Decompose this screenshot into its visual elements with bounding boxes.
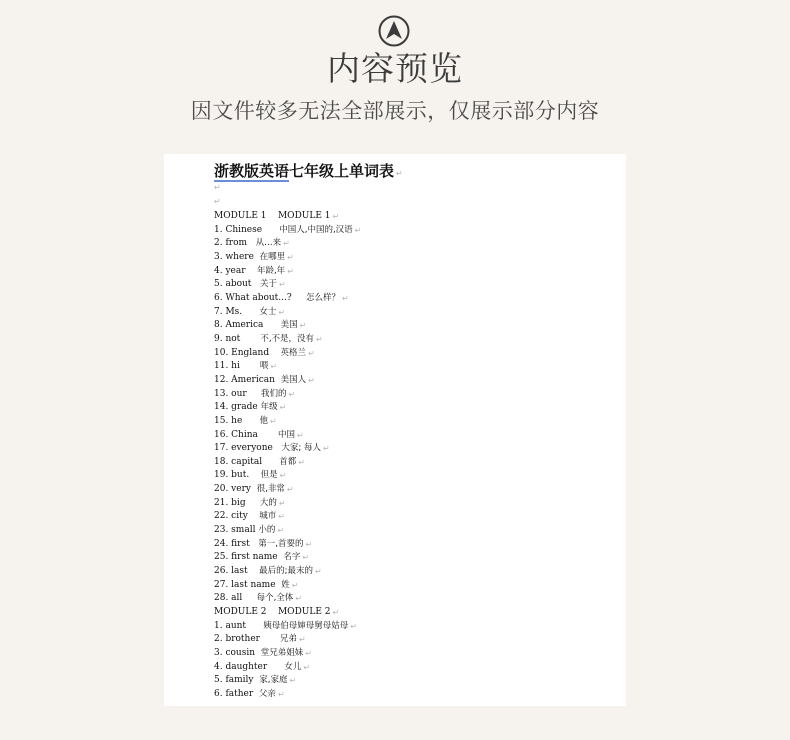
vocabulary-english: 23. small — [214, 525, 259, 536]
vocabulary-chinese: 父亲 — [258, 688, 276, 699]
vocabulary-line — [214, 661, 361, 675]
paragraph-mark-icon: ↵ — [279, 403, 287, 413]
vocabulary-english: 7. Ms. — [214, 306, 260, 317]
vocabulary-english: 8. America — [214, 320, 281, 331]
paragraph-mark-icon: ↵ — [299, 321, 307, 331]
paragraph-mark-icon: ↵ — [308, 375, 315, 385]
paragraph-mark-icon: ↵ — [269, 416, 277, 426]
paragraph-mark-icon: ↵ — [298, 457, 305, 467]
vocabulary-chinese: 女士 — [259, 306, 277, 317]
paragraph-mark-icon: ↵ — [305, 649, 312, 658]
vocabulary-english: 3. where — [214, 251, 260, 262]
vocabulary-chinese: 中国 — [277, 429, 295, 440]
vocabulary-chinese: 喂 — [259, 361, 269, 372]
vocabulary-english: 19. but. — [214, 470, 261, 481]
vocabulary-english: 6. father — [214, 688, 259, 699]
vocabulary-line — [214, 360, 361, 374]
vocabulary-chinese: 但是 — [260, 470, 278, 481]
paragraph-mark-icon: ↵ — [299, 635, 306, 645]
paragraph-mark-icon: ↵ — [289, 676, 297, 686]
paragraph-mark-icon: ↵ — [277, 526, 285, 536]
vocabulary-english: 24. first — [214, 538, 259, 549]
vocabulary-line — [214, 551, 361, 565]
vocabulary-chinese: 第一,首要的 — [258, 538, 304, 549]
paragraph-mark-icon: ↵ — [286, 485, 294, 495]
paragraph-mark-icon: ↵ — [214, 183, 221, 192]
vocabulary-chinese: 很,非常 — [256, 484, 285, 495]
paragraph-mark-icon: ↵ — [396, 169, 403, 178]
blank-paragraph — [214, 197, 221, 210]
paragraph-mark-icon: ↵ — [296, 430, 304, 440]
paragraph-mark-icon: ↵ — [316, 334, 323, 344]
vocabulary-english: 21. big — [214, 497, 260, 508]
vocabulary-english: 26. last — [214, 566, 260, 577]
paragraph-mark-icon: ↵ — [342, 293, 349, 303]
paragraph-mark-icon: ↵ — [288, 389, 296, 399]
vocabulary-english: 15. he — [214, 415, 260, 426]
vocabulary-english: 22. city — [214, 511, 260, 522]
paragraph-mark-icon: ↵ — [270, 362, 278, 372]
paragraph-mark-icon: ↵ — [214, 197, 221, 206]
vocabulary-line — [214, 647, 361, 661]
vocabulary-line — [214, 579, 361, 593]
vocabulary-line — [214, 565, 361, 579]
paragraph-mark-icon: ↵ — [308, 348, 315, 358]
page-title: 内容预览 — [327, 49, 463, 88]
vocabulary-english: 1. Chinese — [214, 224, 280, 235]
vocabulary-line — [214, 251, 361, 265]
vocabulary-line — [214, 237, 361, 251]
vocabulary-english: 2. brother — [214, 634, 280, 645]
paragraph-mark-icon: ↵ — [295, 594, 303, 604]
vocabulary-chinese: 每个,全体 — [256, 593, 294, 604]
vocabulary-chinese: 首都 — [279, 456, 297, 467]
vocabulary-line — [214, 319, 361, 333]
vocabulary-chinese: 家,家庭 — [259, 675, 288, 686]
vocabulary-line — [214, 224, 361, 238]
vocabulary-chinese: 年龄,年 — [256, 265, 286, 276]
vocabulary-line — [214, 592, 361, 606]
vocabulary-chinese: 英格兰 — [280, 347, 307, 358]
vocabulary-english: 27. last name — [214, 579, 282, 590]
vocabulary-chinese: 城市 — [259, 511, 277, 522]
vocabulary-chinese: 小的 — [258, 525, 276, 536]
vocabulary-line — [214, 278, 361, 292]
vocabulary-line — [214, 210, 361, 224]
vocabulary-line — [214, 456, 361, 470]
vocabulary-chinese: 不,不是，没有 — [260, 333, 315, 344]
vocabulary-chinese: 最后的;最末的 — [259, 566, 313, 577]
vocabulary-line — [214, 633, 361, 647]
paragraph-mark-icon: ↵ — [277, 689, 285, 699]
vocabulary-english: 2. from — [214, 238, 256, 249]
vocabulary-english: 13. our — [214, 388, 261, 399]
vocabulary-line — [214, 429, 361, 443]
vocabulary-line — [214, 620, 361, 634]
vocabulary-chinese: 大的 — [259, 497, 277, 508]
vocabulary-chinese: 女儿 — [284, 661, 302, 672]
vocabulary-line — [214, 292, 361, 306]
vocabulary-chinese: 兄弟 — [280, 634, 298, 645]
vocabulary-line — [214, 538, 361, 552]
paragraph-mark-icon: ↵ — [291, 580, 299, 590]
vocabulary-english: 5. family — [214, 675, 260, 686]
vocabulary-english: 16. China — [214, 429, 278, 440]
vocabulary-english: 9. not — [214, 333, 261, 344]
paragraph-mark-icon: ↵ — [350, 621, 357, 631]
paragraph-mark-icon: ↵ — [279, 471, 287, 481]
paragraph-mark-icon: ↵ — [283, 239, 290, 249]
paragraph-mark-icon: ↵ — [305, 539, 313, 549]
document-title-underlined: 浙教版英语 — [214, 162, 290, 180]
document-title-rest: 七年级上单词表 — [289, 162, 395, 180]
paragraph-mark-icon: ↵ — [278, 498, 286, 508]
paragraph-mark-icon: ↵ — [354, 225, 362, 235]
vocabulary-line — [214, 483, 361, 497]
vocabulary-chinese: 大家; 每人 — [281, 443, 321, 454]
vocabulary-chinese: 名字 — [283, 552, 301, 563]
vocabulary-line — [214, 442, 361, 456]
vocabulary-english: 14. grade — [214, 402, 261, 413]
vocabulary-chinese: 姓 — [281, 579, 290, 590]
paragraph-mark-icon: ↵ — [287, 266, 294, 276]
paragraph-mark-icon: ↵ — [323, 444, 330, 454]
vocabulary-chinese: 从…来 — [255, 238, 282, 249]
vocabulary-english: 10. England — [214, 347, 281, 358]
paragraph-mark-icon: ↵ — [287, 252, 294, 262]
document-title — [214, 160, 403, 185]
vocabulary-chinese: 美国人 — [280, 374, 307, 385]
vocabulary-chinese: 年级 — [260, 402, 278, 413]
vocabulary-chinese: 在哪里 — [259, 251, 286, 262]
vocabulary-english: 5. about — [214, 279, 260, 290]
blank-paragraph — [214, 183, 221, 196]
vocabulary-line — [214, 347, 361, 361]
vocabulary-english: 25. first name — [214, 552, 284, 563]
vocabulary-chinese: 我们的 — [261, 388, 287, 399]
vocabulary-line — [214, 497, 361, 511]
vocabulary-line — [214, 333, 361, 347]
vocabulary-english: 4. daughter — [214, 661, 285, 672]
vocabulary-line — [214, 606, 361, 620]
document-preview — [164, 154, 626, 706]
vocabulary-english: MODULE 1 MODULE 1 — [214, 211, 331, 221]
vocabulary-english: 17. everyone — [214, 443, 282, 454]
paragraph-mark-icon: ↵ — [332, 212, 340, 221]
vocabulary-english: 3. cousin — [214, 648, 261, 658]
vocabulary-english: 6. What about...? — [214, 292, 307, 303]
paragraph-mark-icon: ↵ — [303, 662, 311, 672]
vocabulary-chinese: 姨母伯母婶母舅母姑母 — [263, 620, 349, 631]
vocabulary-line — [214, 388, 361, 402]
paragraph-mark-icon: ↵ — [302, 553, 310, 563]
vocabulary-chinese: 怎么样？ — [306, 292, 341, 303]
vocabulary-english: 4. year — [214, 265, 257, 276]
vocabulary-english: 28. all — [214, 593, 257, 604]
vocabulary-line — [214, 674, 361, 688]
vocabulary-english: 12. American — [214, 374, 281, 385]
vocabulary-line — [214, 401, 361, 415]
vocabulary-chinese: 堂兄弟姐妹 — [260, 648, 304, 658]
paragraph-mark-icon: ↵ — [314, 567, 322, 577]
paragraph-mark-icon: ↵ — [332, 608, 340, 618]
vocabulary-list — [214, 210, 361, 702]
vocabulary-chinese: 他 — [259, 415, 268, 426]
vocabulary-english: 18. capital — [214, 456, 280, 467]
vocabulary-line — [214, 688, 361, 702]
vocabulary-line — [214, 265, 361, 279]
paragraph-mark-icon: ↵ — [278, 307, 286, 317]
vocabulary-english: 1. aunt — [214, 620, 264, 631]
vocabulary-english: 20. very — [214, 484, 257, 495]
up-arrow-circle-icon — [378, 15, 410, 47]
vocabulary-line — [214, 524, 361, 538]
vocabulary-line — [214, 306, 361, 320]
vocabulary-line — [214, 469, 361, 483]
vocabulary-english: 11. hi — [214, 361, 260, 372]
vocabulary-english: MODULE 2 MODULE 2 — [214, 607, 331, 618]
paragraph-mark-icon: ↵ — [278, 512, 285, 522]
vocabulary-chinese: 中国人,中国的,汉语 — [279, 224, 353, 235]
page-subtitle: 因文件较多无法全部展示，仅展示部分内容 — [190, 99, 600, 123]
vocabulary-line — [214, 510, 361, 524]
vocabulary-chinese: 美国 — [280, 320, 298, 331]
vocabulary-line — [214, 415, 361, 429]
paragraph-mark-icon: ↵ — [279, 280, 286, 290]
vocabulary-line — [214, 374, 361, 388]
vocabulary-chinese: 关于 — [260, 279, 278, 290]
